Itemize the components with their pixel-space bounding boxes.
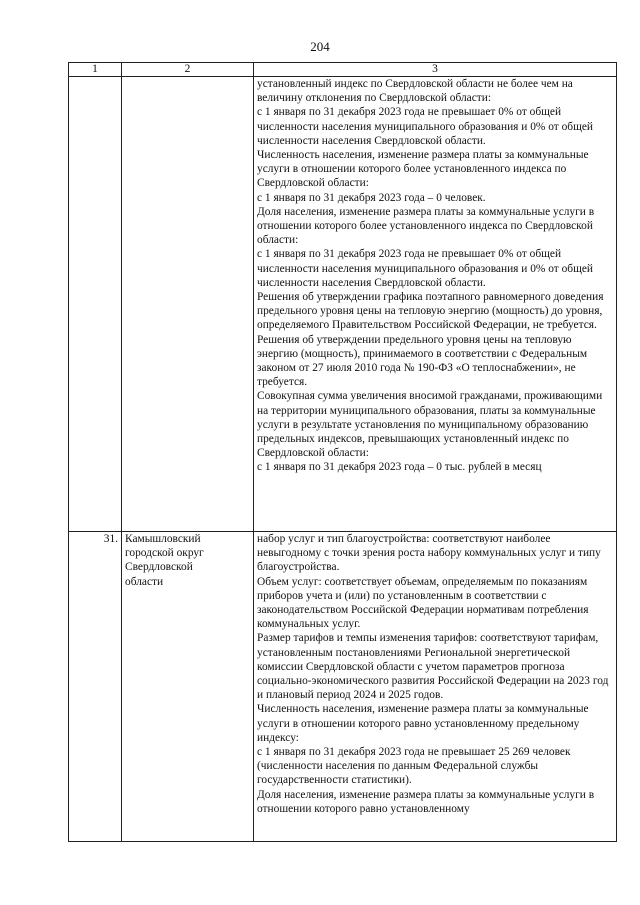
paragraph: Численность населения, изменение размера платы за коммунальные услуги в отношении которого более установленного индекса по Свердловской области: (257, 149, 589, 190)
data-table (68, 62, 617, 842)
municipality-name-line: городской округ (125, 547, 204, 560)
municipality-name-line: Камышловский (125, 533, 201, 545)
paragraph: Решения об утверждении графика поэтапного равномерного доведения предельного уровня цены на тепловую энергию (мощность) до уровня, определяемого Правительством Российской Федерации, не требуется. (257, 291, 604, 332)
page-number: 204 (310, 39, 330, 54)
paragraph: Доля населения, изменение размера платы за коммунальные услуги в отношении которого более установленного индекса по Свердловской области: (257, 205, 595, 247)
paragraph: с 1 января по 31 декабря 2023 года не превышает 0% от общей численности населения муниципального образования и 0% от общей численности населения Свердловской области. (257, 248, 594, 289)
column-header-3: 3 (254, 63, 617, 77)
municipality-name-line: Свердловской (125, 561, 193, 574)
paragraph: с 1 января по 31 декабря 2023 года не превышает 0% от общей численности населения муниципального образования и 0% от общей численности населения Свердловской области. (257, 106, 594, 147)
paragraph: с 1 января по 31 декабря 2023 года – 0 тыс. рублей в месяц (257, 461, 542, 474)
row-number-cell (69, 77, 122, 532)
table-row (69, 532, 617, 842)
column-header-1: 1 (69, 63, 122, 77)
description-cell (254, 77, 617, 532)
paragraph: Размер тарифов и темпы изменения тарифов: соответствуют тарифам, установленным постановлениями Региональной энергетической комиссии Свердловской области с учетом параметров прогноза социально-экономического развития Российской Федерации на 2023 год и плановый период 2024 и 2025 годов. (257, 632, 609, 702)
municipality-name-line: области (125, 575, 164, 588)
paragraph: Доля населения, изменение размера платы за коммунальные услуги в отношении которого равно установленному (257, 788, 595, 815)
paragraph: Численность населения, изменение размера платы за коммунальные услуги в отношении которого равно установленному предельному индексу: (257, 703, 589, 744)
table-row (69, 77, 617, 532)
paragraph: с 1 января по 31 декабря 2023 года – 0 человек. (257, 191, 486, 204)
column-header-2: 2 (122, 63, 254, 77)
description-cell (254, 532, 617, 842)
paragraph: Решения об утверждении предельного уровня цены на тепловую энергию (мощность), принимаемого в соответствии с Федеральным законом от 27 июля 2010 года № 190-ФЗ «О теплоснабжении», не требуется. (257, 333, 588, 389)
paragraph: установленный индекс по Свердловской области не более чем на величину отклонения по Свердловской области: (257, 78, 573, 105)
paragraph: Совокупная сумма увеличения вносимой гражданами, проживающими на территории муниципального образования, платы за коммунальные услуги в результате установления по муниципальному образованию предельных индексов, превышающих установленный индекс по Свердловской области: (257, 390, 603, 460)
paragraph: Объем услуг: соответствует объемам, определяемым по показаниям приборов учета и (или) по установленным в соответствии с законодательством Российской Федерации нормативам потребления коммунальных услуг. (257, 575, 589, 631)
municipality-cell (122, 77, 254, 532)
table-header-row (69, 63, 617, 77)
paragraph: набор услуг и тип благоустройства: соответствуют наиболее невыгодному с точки зрения роста набору коммунальных услуг и типу благоустройства. (257, 533, 601, 574)
paragraph: с 1 января по 31 декабря 2023 года не превышает 25 269 человек (численности населения по данным Федеральной службы государственности статистики). (257, 746, 571, 787)
row-number-cell: 31. (69, 532, 122, 842)
municipality-cell (122, 532, 254, 842)
